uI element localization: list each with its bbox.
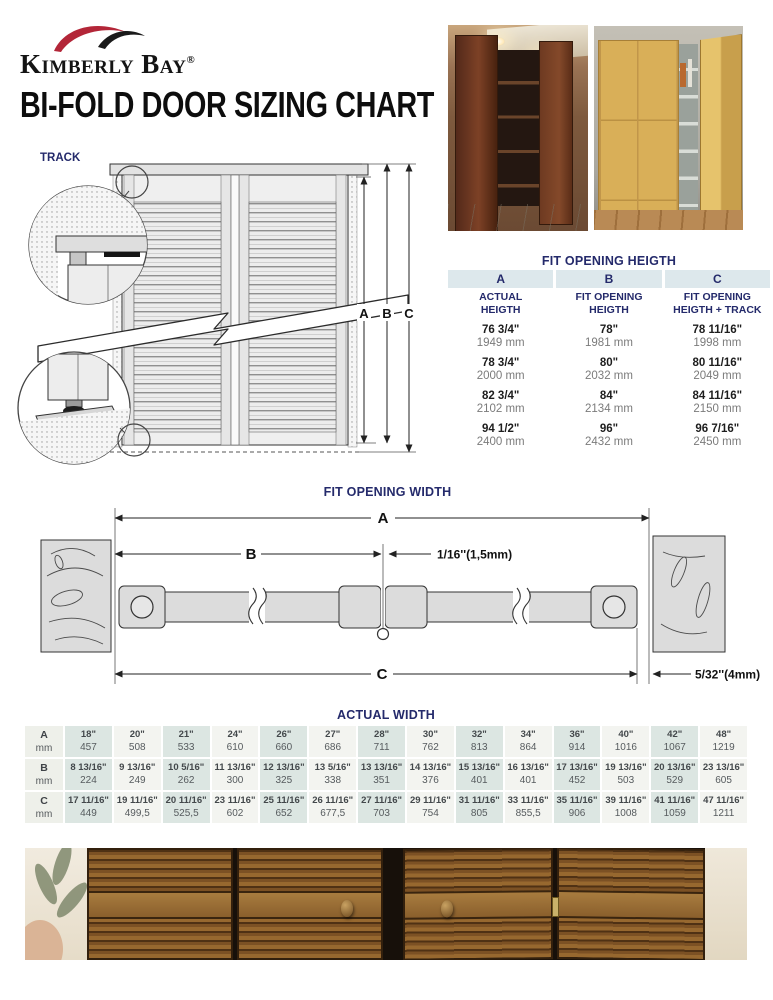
mm-value: 525,5 [173,808,199,819]
height-table-cell [448,423,553,448]
right-pivot-hole [603,596,625,618]
mm-value: 2450 mm [693,436,742,449]
inch-value: 25 11/16" [263,795,305,806]
mm-value: 508 [128,742,146,753]
door-elevation-diagram [10,140,435,475]
width-table-cell [163,792,210,823]
center-gap [231,175,239,445]
inch-value: 27 11/16" [361,795,403,806]
width-table-cell [407,726,454,757]
page-title: BI-FOLD DOOR SIZING CHART [20,84,434,125]
right-wall-wood [653,536,725,652]
inch-value: 40" [618,729,634,740]
inch-value: 78 11/16" [692,324,743,337]
height-table-cell [448,390,553,415]
mm-value: 2400 mm [476,436,525,449]
dimension-letter: B [40,762,48,774]
height-table-row [448,423,770,448]
inch-value: 78 3/4" [481,357,520,370]
height-table-cell [665,324,770,349]
mm-value: 2049 mm [693,370,742,383]
inch-value: 30" [422,729,438,740]
inch-value: 17 11/16" [67,795,109,806]
mm-value: 1949 mm [476,337,525,350]
inch-value: 17 13/16" [556,762,598,773]
brand-arc-black [98,31,145,49]
width-table [25,726,747,825]
mm-value: 224 [80,775,97,786]
width-table-cell [309,726,356,757]
inch-value: 10 5/16" [168,762,205,773]
width-table-cell [65,792,112,823]
width-table-cell [163,726,210,757]
mm-value: 401 [519,775,537,786]
width-diagram-title: FIT OPENING WIDTH [323,485,452,499]
door-knob [441,900,453,917]
mm-value: 602 [226,808,244,819]
inch-value: 35 11/16" [556,795,598,806]
inch-value: 26" [276,729,292,740]
mm-value: 1219 [712,742,735,753]
inch-value: 96 7/16" [695,423,740,436]
width-table-cell [407,792,454,823]
tile-floor [448,204,588,231]
center-knob [378,629,389,640]
track-label: TRACK [40,152,81,164]
mm-value: 754 [422,808,439,819]
door-hinge [552,897,559,917]
mm-value: 249 [128,775,146,786]
statue [25,920,63,960]
mm-value: 605 [715,775,732,786]
inch-value: 82 3/4" [481,390,520,403]
inch-value: 20 11/16" [165,795,207,806]
brand-name [20,49,195,80]
height-table-cell [556,324,661,349]
inch-value: 80 11/16" [692,357,743,370]
width-table-cell [358,792,405,823]
width-row-label [25,726,63,757]
inch-value: 32" [471,729,487,740]
dim-label-c: C [404,306,414,321]
dim-label-b: B [382,306,392,321]
width-table-cell [651,726,698,757]
brand-reg-mark: ® [186,54,196,66]
mm-value: 813 [470,742,488,753]
width-table-cell [505,759,552,790]
inch-value: 96" [599,423,619,436]
photo-pine-closet [594,26,743,230]
width-table-cell [309,792,356,823]
inch-value: 19 11/16" [116,795,158,806]
height-col-header-c: FIT OPENING HEIGTH + TRACK [673,291,762,316]
width-table-cell [260,792,307,823]
width-table-cell [700,759,747,790]
height-table-cell [665,423,770,448]
dimension-letter: A [40,729,48,741]
dim-a-label: A [377,510,389,527]
width-table-cell [456,759,503,790]
pine-doors-closed [598,40,679,219]
mm-value: 325 [275,775,293,786]
mm-value: 1016 [614,742,637,753]
width-table-cell [554,726,601,757]
inch-value: 94 1/2" [481,423,520,436]
plant-leaf [52,879,91,922]
width-table-cell [700,726,747,757]
center-block-left [339,586,381,628]
inch-value: 80" [599,357,619,370]
inch-value: 16 13/16" [507,762,549,773]
unit-label: mm [35,743,53,754]
mm-value: 711 [373,742,390,753]
mm-value: 1008 [614,808,637,819]
mm-value: 1981 mm [585,337,633,350]
width-table-row [25,726,747,757]
wall [705,848,747,960]
inch-value: 13 13/16" [360,762,403,773]
inch-value: 19 13/16" [605,762,647,773]
height-table-row [448,357,770,382]
width-table-cell [260,726,307,757]
width-table-cell [114,759,161,790]
doors-plan-bar [119,584,637,640]
inch-value: 23 13/16" [702,762,745,773]
mm-value: 2432 mm [585,436,633,449]
width-table-cell [554,759,601,790]
mm-value: 401 [470,775,488,786]
inch-value: 28" [374,729,390,740]
height-table-title: FIT OPENING HEIGTH [541,254,677,268]
width-table-cell [260,759,307,790]
width-table-cell [309,759,356,790]
door-panels [124,175,346,445]
mm-value: 906 [568,808,586,819]
brand-arcs-icon [50,22,154,52]
height-col-letter-b: B [556,270,661,288]
mm-value: 2032 mm [585,370,633,383]
width-table-cell [114,726,161,757]
mm-value: 533 [177,742,195,753]
inch-value: 15 13/16" [458,762,501,773]
unit-label: mm [35,809,53,820]
inch-value: 18" [80,729,96,740]
width-table-cell [602,726,649,757]
pine-doors-folded [700,34,742,228]
left-wall-wood [41,540,111,652]
mm-value: 457 [80,742,97,753]
width-table-cell [456,726,503,757]
mm-value: 1211 [712,808,735,819]
height-table-header-band [448,270,770,288]
mm-value: 677,5 [320,808,346,819]
width-table-cell [212,792,259,823]
mm-value: 652 [275,808,293,819]
mm-value: 914 [568,742,586,753]
shelf-item [688,59,692,88]
track-bar [110,164,368,175]
height-table-body [448,324,770,448]
inch-value: 76 3/4" [481,324,520,337]
mm-value: 660 [275,742,293,753]
mm-value: 2102 mm [476,403,525,416]
inch-value: 27" [325,729,341,740]
inch-value: 84" [599,390,619,403]
mm-value: 864 [519,742,537,753]
mm-value: 503 [617,775,635,786]
dim-c-label: C [376,666,388,683]
width-table-cell [212,726,259,757]
height-table-cell [448,357,553,382]
width-table-cell [456,792,503,823]
width-table-cell [358,759,405,790]
mm-value: 1059 [663,808,686,819]
brand-name-text: Kimberly Bay [20,49,187,79]
height-col-header-b: FIT OPENING HEIGTH [575,291,643,316]
mm-value: 1067 [663,742,686,753]
width-table-cell [65,726,112,757]
inch-value: 14 13/16" [409,762,452,773]
inch-value: 29 11/16" [409,795,451,806]
height-col-letter-c: C [665,270,770,288]
dim-label-a: A [359,306,369,321]
unit-label: mm [35,776,53,787]
height-table-cell [556,357,661,382]
width-table-cell [651,759,698,790]
shelf-item [680,63,686,87]
width-table-row [25,759,747,790]
left-pivot-hole [131,596,153,618]
height-table-row [448,390,770,415]
inch-value: 23 11/16" [214,795,256,806]
brand-logo [20,22,220,82]
door-panel [403,848,553,960]
width-table-cell [602,792,649,823]
width-table-cell [114,792,161,823]
inch-value: 78" [599,324,619,337]
inch-value: 24" [227,729,243,740]
mm-value: 449 [80,808,97,819]
width-table-cell [602,759,649,790]
mm-value: 262 [177,775,195,786]
height-table [448,270,770,448]
mm-value: 762 [422,742,439,753]
width-row-label [25,759,63,790]
inch-value: 13 5/16" [314,762,351,773]
mm-value: 855,5 [515,808,541,819]
height-table-cell [665,390,770,415]
door-panel [557,848,705,960]
inch-value: 34" [520,729,536,740]
mm-value: 351 [373,775,390,786]
bifold-door-left [455,35,498,231]
inch-value: 20 13/16" [653,762,696,773]
inch-value: 21" [178,729,194,740]
width-table-row [25,792,747,823]
height-col-letter-a: A [448,270,553,288]
height-table-row [448,324,770,349]
width-plan-diagram [15,500,760,705]
mm-value: 703 [373,808,390,819]
width-table-cell [358,726,405,757]
mm-value: 1998 mm [693,337,742,350]
height-table-subheaders [448,291,770,316]
closet-shelves [497,50,539,207]
bifold-door-set [87,848,705,960]
width-table-title: ACTUAL WIDTH [337,708,435,722]
width-table-cell [554,792,601,823]
height-table-cell [556,423,661,448]
side-gap-label: 5/32''(4mm) [695,667,760,682]
inch-value: 39 11/16" [605,795,647,806]
height-table-cell [448,324,553,349]
width-table-cell [65,759,112,790]
inch-value: 9 13/16" [119,762,156,773]
mm-value: 2000 mm [476,370,525,383]
mm-value: 610 [226,742,244,753]
photo-louvered-doors [25,848,747,960]
mm-value: 686 [324,742,342,753]
door-knob [341,900,353,917]
inch-value: 48" [716,729,732,740]
height-col-header-a: ACTUAL HEIGTH [479,291,523,316]
inch-value: 12 13/16" [263,762,305,773]
door-panel [237,848,383,960]
mm-value: 529 [666,775,684,786]
inch-value: 31 11/16" [458,795,500,806]
width-table-cell [163,759,210,790]
photo-dark-wood-closet [448,25,588,231]
mm-value: 376 [422,775,439,786]
inch-value: 41 11/16" [654,795,696,806]
mm-value: 452 [568,775,586,786]
mm-value: 2150 mm [693,403,742,416]
inch-value: 26 11/16" [312,795,354,806]
dim-b-label: B [245,546,257,563]
wood-floor [594,210,743,230]
width-table-cell [407,759,454,790]
gap-label: 1/16''(1,5mm) [437,547,513,562]
inch-value: 8 13/16" [70,762,107,773]
width-table-cell [212,759,259,790]
width-table-cell [651,792,698,823]
dimension-letter: C [40,795,48,807]
inch-value: 47 11/16" [703,795,745,806]
mm-value: 300 [226,775,244,786]
inch-value: 84 11/16" [692,390,743,403]
inch-value: 36" [569,729,585,740]
inch-value: 20" [129,729,145,740]
mm-value: 2134 mm [585,403,633,416]
mm-value: 499,5 [124,808,150,819]
inch-value: 11 13/16" [214,762,256,773]
height-table-cell [665,357,770,382]
width-table-cell [700,792,747,823]
center-block-right [385,586,427,628]
inch-value: 42" [667,729,683,740]
height-table-cell [556,390,661,415]
width-row-label [25,792,63,823]
mm-value: 805 [470,808,488,819]
mm-value: 338 [324,775,342,786]
width-table-cell [505,726,552,757]
inch-value: 33 11/16" [507,795,549,806]
width-table-cell [505,792,552,823]
bifold-door-right [539,41,573,224]
door-panel [87,848,233,960]
